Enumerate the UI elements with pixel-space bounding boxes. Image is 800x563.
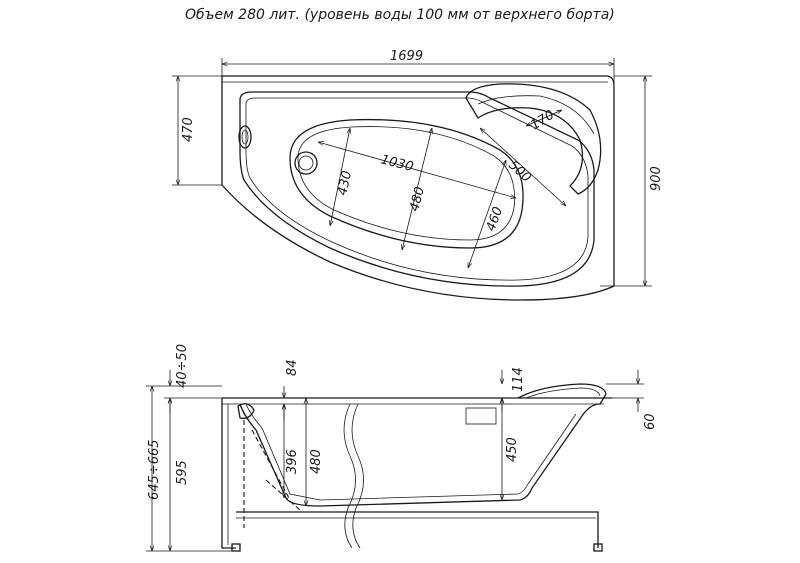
volume-title: Объем 280 лит. (уровень воды 100 мм от верхнего борта) [185, 7, 615, 23]
dim-overall-width: 1699 [390, 49, 424, 64]
dim-depth-inner: 480 [309, 449, 324, 474]
side-view [146, 344, 658, 551]
dim-headrest-width: 170 [528, 107, 558, 134]
overflow-icon [239, 126, 251, 148]
dim-body-height: 595 [175, 460, 190, 485]
side-view-frame [236, 512, 598, 548]
top-view [172, 49, 664, 300]
dim-bowl-width-right: 460 [483, 204, 507, 234]
dim-bowl-width-left: 430 [335, 169, 356, 197]
dim-bowl-width-mid: 480 [407, 185, 428, 213]
dim-total-height: 645÷665 [147, 439, 162, 500]
dim-headrest-rise: 60 [643, 413, 658, 430]
dim-headrest-length: 500 [505, 157, 534, 186]
headrest [466, 84, 601, 194]
dim-depth-left: 396 [285, 449, 300, 474]
dim-rim-gap: 40÷50 [175, 344, 190, 388]
dim-bowl-length: 1030 [379, 152, 415, 175]
dim-depth-right: 450 [505, 437, 520, 462]
dim-left-depth: 470 [181, 117, 196, 142]
side-view-headrest [518, 384, 606, 404]
dim-rim-headrest: 114 [511, 367, 526, 392]
dim-overall-depth: 900 [649, 166, 664, 191]
dim-rim-left: 84 [285, 359, 300, 376]
